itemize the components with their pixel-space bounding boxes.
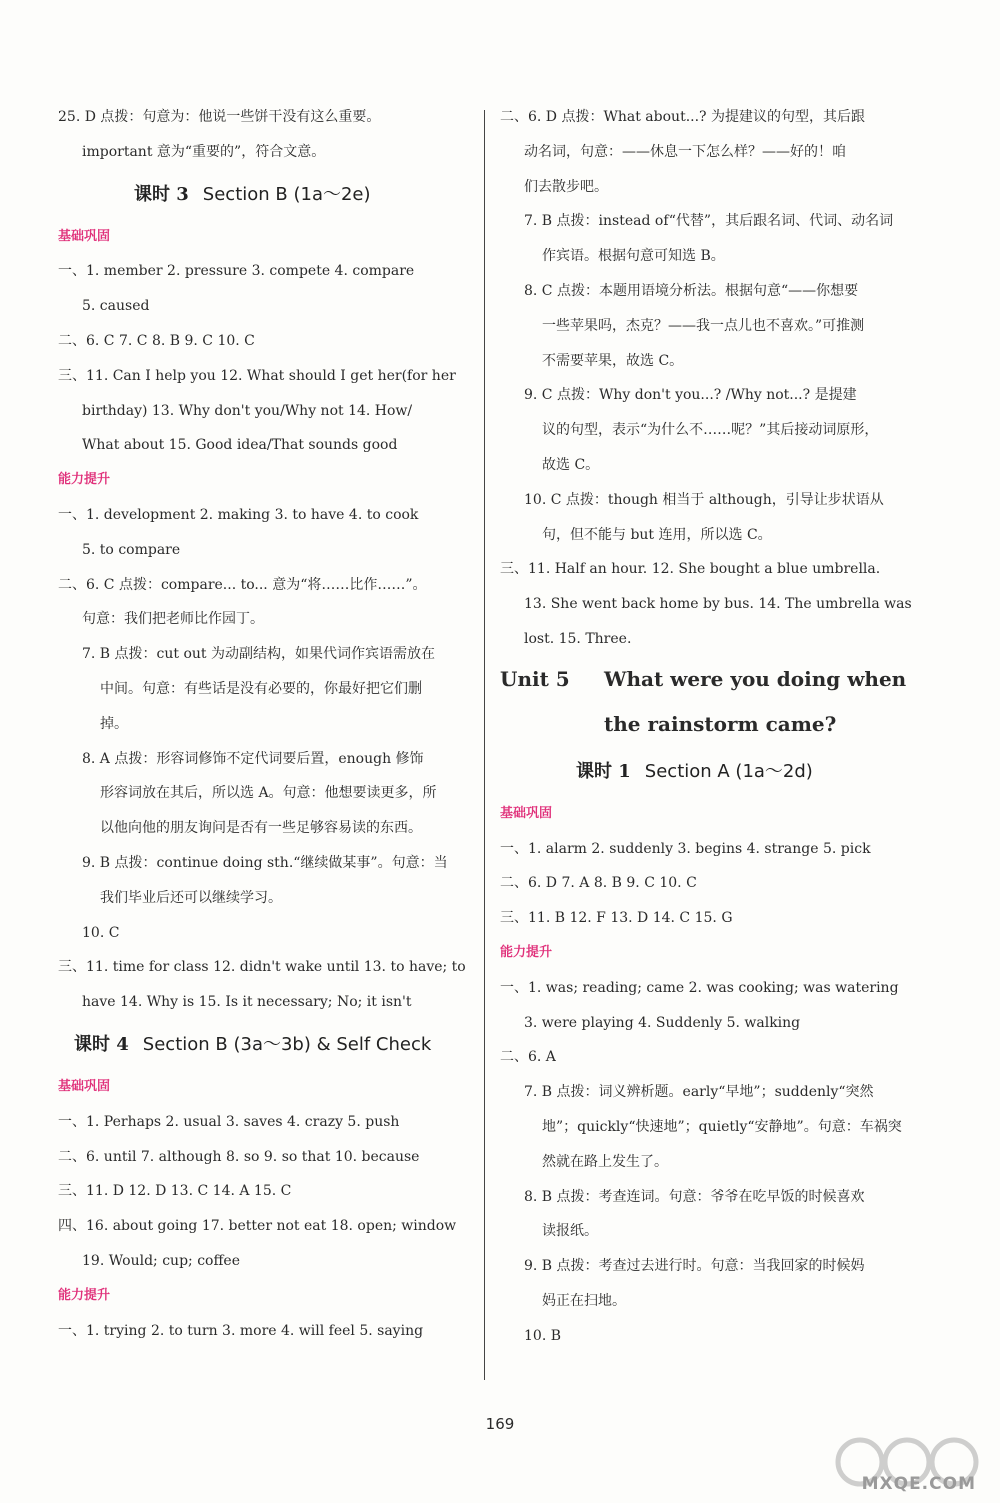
section-label: 能力提升 (58, 1287, 111, 1303)
answer-line: 二、6. C 7. C 8. B 9. C 10. C (58, 332, 255, 349)
section-label: 基础巩固 (500, 805, 553, 821)
answer-line: 二、6. D 7. A 8. B 9. C 10. C (500, 875, 697, 892)
answer-line: 25. D 点拨：句意为：他说一些饼干没有这么重要。 (58, 109, 381, 125)
answer-line: 三、11. D 12. D 13. C 14. A 15. C (58, 1183, 292, 1200)
answer-line: 19. Would; cup; coffee (82, 1252, 240, 1269)
page-number: 169 (485, 1415, 515, 1433)
lesson-title: Section A (1a～2d) (644, 760, 813, 782)
answer-line: 一、1. alarm 2. suddenly 3. begins 4. strange 5. pick (500, 840, 871, 857)
answer-line: 三、11. time for class 12. didn't wake until 13. to have; to (58, 959, 466, 976)
section-label: 能力提升 (500, 944, 553, 960)
answer-line: 故选 C。 (542, 456, 600, 473)
answer-line: 7. B 点拨：instead of“代替”，其后跟名词、代词、动名词 (524, 213, 894, 230)
answer-line: birthday) 13. Why don't you/Why not 14. How/ (82, 402, 413, 419)
lesson-heading (500, 747, 912, 797)
unit-heading (500, 657, 912, 747)
answer-line: 作宾语。根据句意可知选 B。 (542, 248, 725, 265)
answer-line: 8. B 点拨：考查连词。句意：爷爷在吃早饭的时候喜欢 (524, 1188, 865, 1205)
right-column (500, 100, 912, 1354)
unit-title-1: What were you doing when (604, 666, 907, 691)
unit-number: Unit 5 (500, 666, 570, 691)
answer-line: 一、1. development 2. making 3. to have 4. to cook (58, 506, 419, 523)
answer-line: 一、1. was; reading; came 2. was cooking; was watering (500, 979, 899, 996)
answer-line: 7. B 点拨：cut out 为动副结构，如果代词作宾语需放在 (82, 646, 435, 663)
answer-line: have 14. Why is 15. Is it necessary; No; it isn't (82, 994, 412, 1011)
answer-line: 掉。 (100, 715, 128, 732)
answer-line: 议的句型，表示“为什么不……呢？”其后接动词原形， (542, 422, 879, 439)
lesson-heading (58, 1020, 470, 1070)
answer-line: 我们毕业后还可以继续学习。 (100, 889, 282, 906)
answer-line: 然就在路上发生了。 (542, 1153, 668, 1170)
answer-line: 二、6. C 点拨：compare... to... 意为“将……比作……”。 (58, 576, 427, 593)
answer-line: 三、11. Half an hour. 12. She bought a blue umbrella. (500, 561, 881, 578)
answer-line: 形容词放在其后，所以选 A。句意：他想要读更多，所 (100, 785, 437, 802)
answer-line: 二、6. D 点拨：What about...? 为提建议的句型，其后跟 (500, 109, 865, 125)
answer-line: 7. B 点拨：词义辨析题。early“早地”；suddenly“突然 (524, 1084, 874, 1101)
answer-line: 三、11. B 12. F 13. D 14. C 15. G (500, 910, 733, 927)
lesson-number: 课时 1 (576, 760, 631, 782)
answer-line: 动名词，句意：——休息一下怎么样？——好的！咱 (524, 143, 846, 160)
answer-line: 三、11. Can I help you 12. What should I get her(for her (58, 367, 456, 384)
lesson-title: Section B (3a～3b) & Self Check (142, 1033, 432, 1055)
section-label: 基础巩固 (58, 228, 111, 244)
answer-line: 9. B 点拨：考查过去进行时。句意：当我回家的时候妈 (524, 1258, 865, 1275)
answer-line: 3. were playing 4. Suddenly 5. walking (524, 1014, 801, 1031)
answer-line: 四、16. about going 17. better not eat 18. open; window (58, 1218, 457, 1235)
answer-line: 地”；quickly“快速地”；quietly“安静地”。句意：车祸突 (542, 1118, 902, 1135)
lesson-number: 课时 4 (74, 1033, 129, 1055)
answer-line: 一、1. member 2. pressure 3. compete 4. compare (58, 263, 415, 280)
answer-line: 以他向他的朋友询问是否有一些足够容易读的东西。 (100, 820, 422, 837)
answer-line: What about 15. Good idea/That sounds good (82, 437, 398, 454)
lesson-title: Section B (1a～2e) (202, 183, 371, 205)
lesson-heading (58, 170, 470, 220)
section-label: 基础巩固 (58, 1078, 111, 1094)
answer-line: 妈正在扫地。 (542, 1292, 626, 1309)
answer-line: 读报纸。 (542, 1223, 598, 1240)
answer-line: 一、1. Perhaps 2. usual 3. saves 4. crazy 5. push (58, 1113, 400, 1130)
answer-line: 9. B 点拨：continue doing sth.“继续做某事”。句意：当 (82, 854, 448, 871)
answer-line: 中间。句意：有些话是没有必要的，你最好把它们删 (100, 680, 422, 697)
answer-line: 8. C 点拨：本题用语境分析法。根据句意“——你想要 (524, 282, 859, 299)
answer-line: 二、6. until 7. although 8. so 9. so that 10. because (58, 1148, 420, 1165)
answer-line: lost. 15. Three. (524, 630, 632, 647)
answer-line: 二、6. A (500, 1049, 556, 1066)
answer-line: 们去散步吧。 (524, 178, 608, 195)
watermark-text: MXQE.COM (861, 1474, 976, 1494)
left-column (58, 100, 470, 1348)
section-label: 能力提升 (58, 472, 111, 488)
answer-line: 不需要苹果，故选 C。 (542, 352, 684, 369)
answer-line: 5. caused (82, 298, 150, 315)
answer-line: 8. A 点拨：形容词修饰不定代词要后置，enough 修饰 (82, 750, 424, 767)
answer-line: 句意：我们把老师比作园丁。 (82, 611, 264, 628)
column-divider (484, 110, 485, 1380)
lesson-number: 课时 3 (134, 183, 189, 205)
answer-line: 13. She went back home by bus. 14. The umbrella was (524, 596, 912, 613)
unit-title-line (500, 657, 912, 702)
answer-line: 5. to compare (82, 541, 181, 558)
answer-line: 句，但不能与 but 连用，所以选 C。 (542, 526, 772, 543)
answer-line: 10. B (524, 1327, 562, 1344)
answer-line: 10. C 点拨：though 相当于 although，引导让步状语从 (524, 491, 884, 508)
unit-title-2: the rainstorm came? (604, 711, 837, 736)
answer-line: 10. C (82, 924, 120, 941)
answer-line: important 意为“重要的”，符合文意。 (82, 143, 326, 160)
answer-line: 一、1. trying 2. to turn 3. more 4. will feel 5. saying (58, 1322, 424, 1339)
answer-line: 9. C 点拨：Why don't you...? /Why not...? 是提建 (524, 387, 857, 404)
answer-line: 一些苹果吗，杰克？——我一点儿也不喜欢。”可推测 (542, 317, 865, 334)
